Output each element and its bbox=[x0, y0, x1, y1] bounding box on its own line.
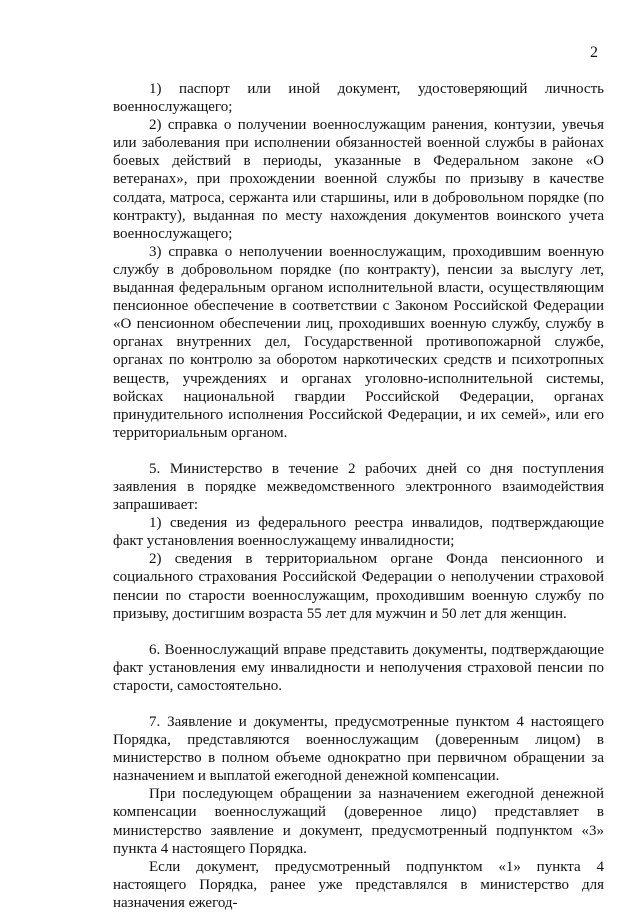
paragraph-point5-item2: 2) сведения в территориальном органе Фонда пенсионного и социального страхования Российской Федерации о неполучении страховой пенсии по старости военнослужащим, проходившим военную службу по призыву, достигшим возраста 55 лет для мужчин и 50 лет для женщин. bbox=[113, 551, 604, 622]
paragraph-point5-item1: 1) сведения из федерального реестра инвалидов, подтверждающие факт установления военнослужащему инвалидности; bbox=[113, 515, 604, 550]
paragraph-point7-p3: Если документ, предусмотренный подпунктом «1» пункта 4 настоящего Порядка, ранее уже представлялся в министерство для назначения ежегод- bbox=[113, 858, 604, 911]
paragraph-point4-item2: 2) справка о получении военнослужащим ранения, контузии, увечья или заболевания при исполнении обязанностей военной службы в районах боевых действий в периоды, указанные в Федеральном законе «О ветеранах», при прохождении военной службы по призыву в качестве солдата, матроса, сержанта или старшины, или в добровольном порядке (по контракту), выданная по месту нахождения документов воинского учета военнослужащего; bbox=[113, 117, 604, 242]
paragraph-point7-p1: 7. Заявление и документы, предусмотренные пунктом 4 настоящего Порядка, представляются военнослужащим (доверенным лицом) в министерство в полном объеме однократно при первичном обращении за назначением и выплатой ежегодной денежной компенсации. bbox=[113, 714, 604, 785]
document-body bbox=[113, 80, 604, 912]
paragraph-point7-p2: При последующем обращении за назначением ежегодной денежной компенсации военнослужащий (доверенное лицо) представляет в министерство заявление и документ, предусмотренный подпунктом «3» пункта 4 настоящего Порядка. bbox=[113, 786, 604, 857]
paragraph-point4-item3: 3) справка о неполучении военнослужащим, проходившим военную службу в добровольном порядке (по контракту), пенсии за выслугу лет, выданная федеральным органом исполнительной власти, осуществляющим пенсионное обеспечение в соответствии с Законом Российской Федерации «О пенсионном обеспечении лиц, проходивших военную службу, службу в органах внутренних дел, Государственной противопожарной службе, органах по контролю за оборотом наркотических средств и психотропных веществ, учреждениях и органах уголовно-исполнительной системы, войсках национальной гвардии Российской Федерации, органах принудительного исполнения Российской Федерации, и их семей», или его территориальным органом. bbox=[113, 243, 604, 441]
page-number: 2 bbox=[590, 44, 598, 61]
paragraph-point4-item1: 1) паспорт или иной документ, удостоверяющий личность военнослужащего; bbox=[113, 81, 604, 116]
paragraph-point5-intro: 5. Министерство в течение 2 рабочих дней со дня поступления заявления в порядке межведомственного электронного взаимодействия запрашивает: bbox=[113, 460, 604, 514]
paragraph-point6: 6. Военнослужащий вправе представить документы, подтверждающие факт установления ему инвалидности и неполучения страховой пенсии по старости, самостоятельно. bbox=[113, 641, 604, 694]
